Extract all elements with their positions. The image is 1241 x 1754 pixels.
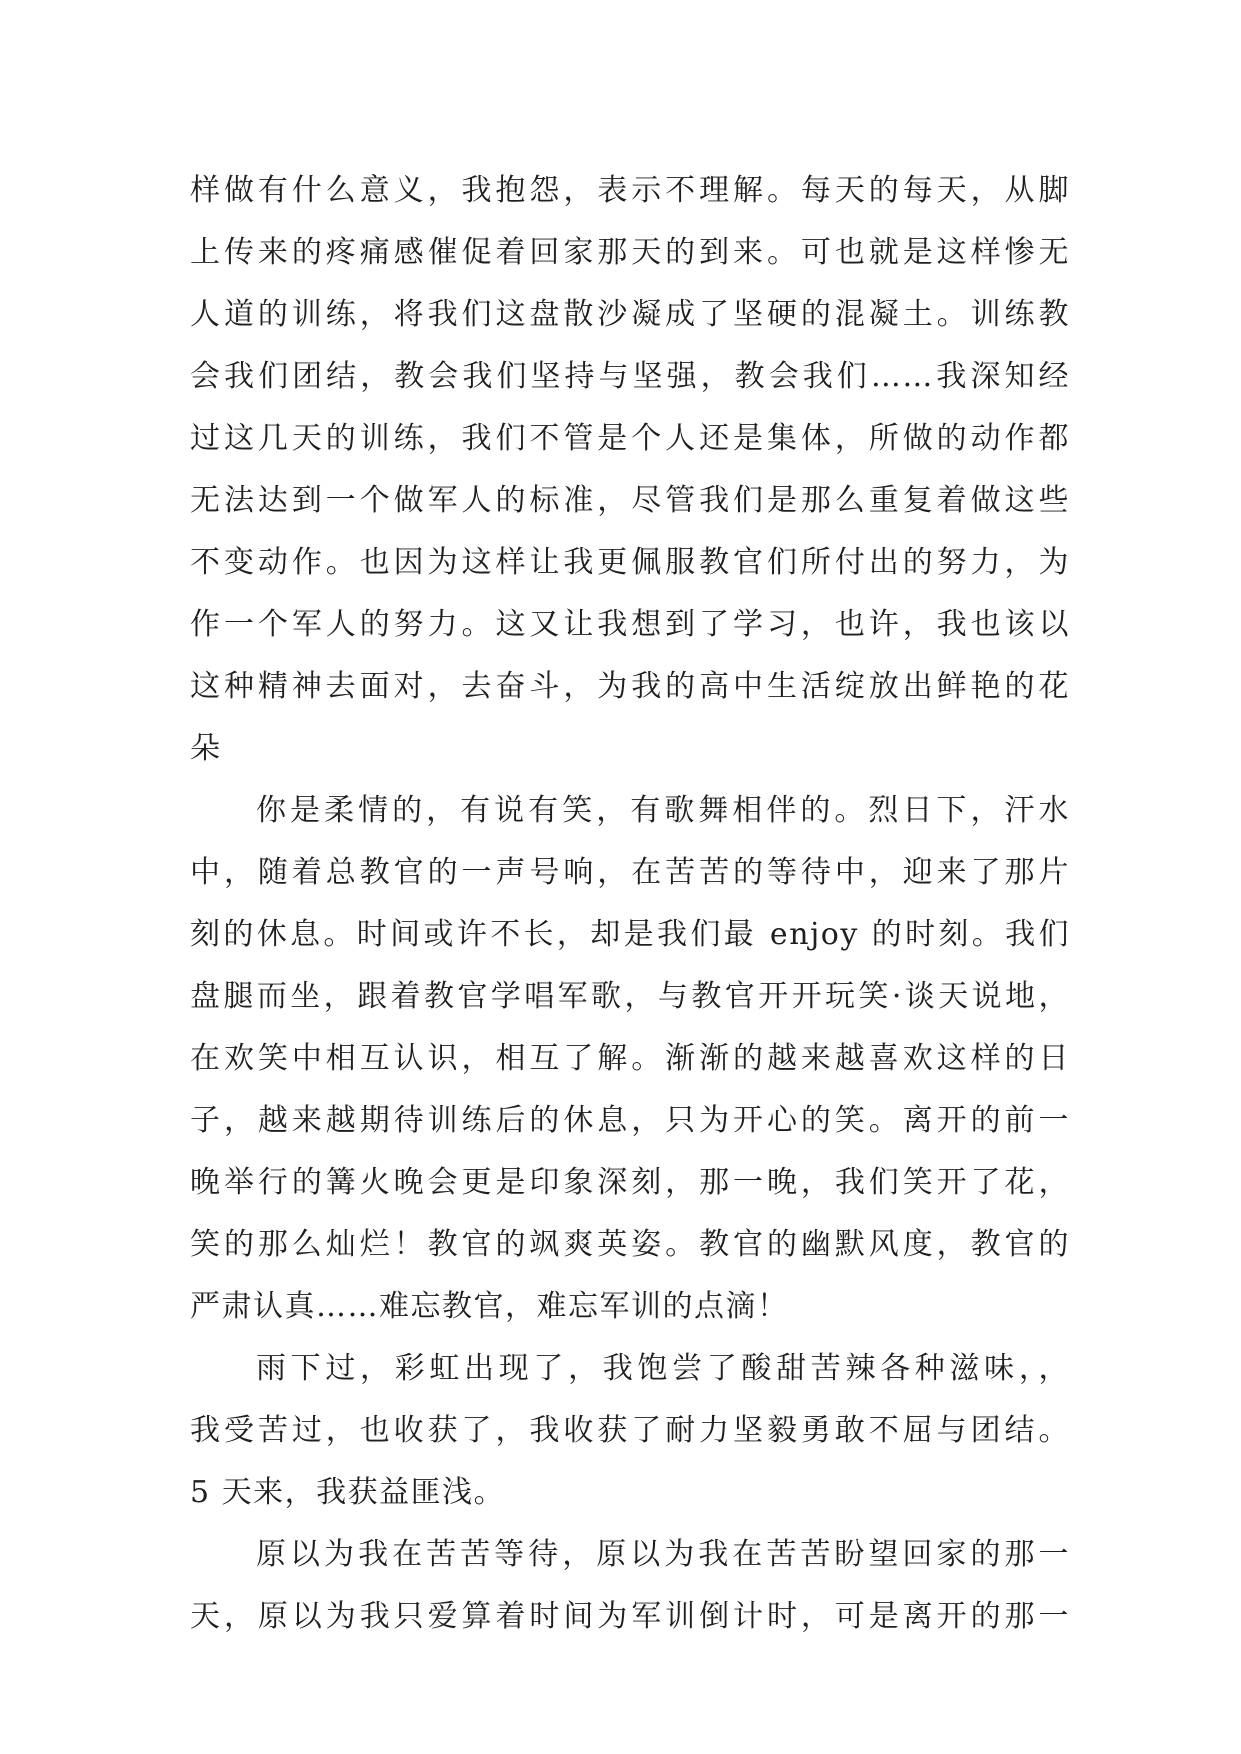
text-line: 不变动作。也因为这样让我更佩服教官们所付出的努力，为 (190, 545, 1070, 580)
text-line: 无法达到一个做军人的标准，尽管我们是那么重复着做这些 (190, 483, 1070, 518)
paragraph-first-line: 你是柔情的，有说有笑，有歌舞相伴的。烈日下，汗水 (256, 793, 1070, 828)
paragraph-first-line: 原以为我在苦苦等待，原以为我在苦苦盼望回家的那一 (256, 1537, 1070, 1572)
text-line: 在欢笑中相互认识，相互了解。渐渐的越来越喜欢这样的日 (190, 1041, 1070, 1076)
text-line: 晚举行的篝火晚会更是印象深刻，那一晚，我们笑开了花， (190, 1165, 1070, 1200)
text-line: 会我们团结，教会我们坚持与坚强，教会我们……我深知经 (190, 359, 1070, 394)
body-text (190, 160, 1070, 1648)
text-line: 严肃认真……难忘教官，难忘军训的点滴！ (190, 1289, 789, 1324)
paragraph-first-line: 雨下过，彩虹出现了，我饱尝了酸甜苦辣各种滋味，， (256, 1351, 1070, 1386)
text-line: 作一个军人的努力。这又让我想到了学习，也许，我也该以 (190, 607, 1070, 642)
text-line: 朵 (190, 731, 222, 766)
text-line: 我受苦过，也收获了，我收获了耐力坚毅勇敢不屈与团结。 (190, 1413, 1070, 1448)
text-line: 这种精神去面对，去奋斗，为我的高中生活绽放出鲜艳的花 (190, 669, 1070, 704)
text-line: 上传来的疼痛感催促着回家那天的到来。可也就是这样惨无 (190, 235, 1070, 270)
text-line: 刻的休息。时间或许不长，却是我们最 enjoy 的时刻。我们 (190, 917, 1070, 952)
text-line: 样做有什么意义，我抱怨，表示不理解。每天的每天，从脚 (190, 173, 1070, 208)
text-line: 5 天来，我获益匪浅。 (190, 1475, 506, 1510)
text-line: 中，随着总教官的一声号响，在苦苦的等待中，迎来了那片 (190, 855, 1070, 890)
text-line: 笑的那么灿烂！教官的飒爽英姿。教官的幽默风度，教官的 (190, 1227, 1070, 1262)
text-line: 过这几天的训练，我们不管是个人还是集体，所做的动作都 (190, 421, 1070, 456)
text-line: 盘腿而坐，跟着教官学唱军歌，与教官开开玩笑·谈天说地， (190, 979, 1070, 1014)
text-line: 子，越来越期待训练后的休息，只为开心的笑。离开的前一 (190, 1103, 1070, 1138)
text-line: 人道的训练，将我们这盘散沙凝成了坚硬的混凝土。训练教 (190, 297, 1070, 332)
text-line: 天，原以为我只爱算着时间为军训倒计时，可是离开的那一 (190, 1599, 1070, 1634)
